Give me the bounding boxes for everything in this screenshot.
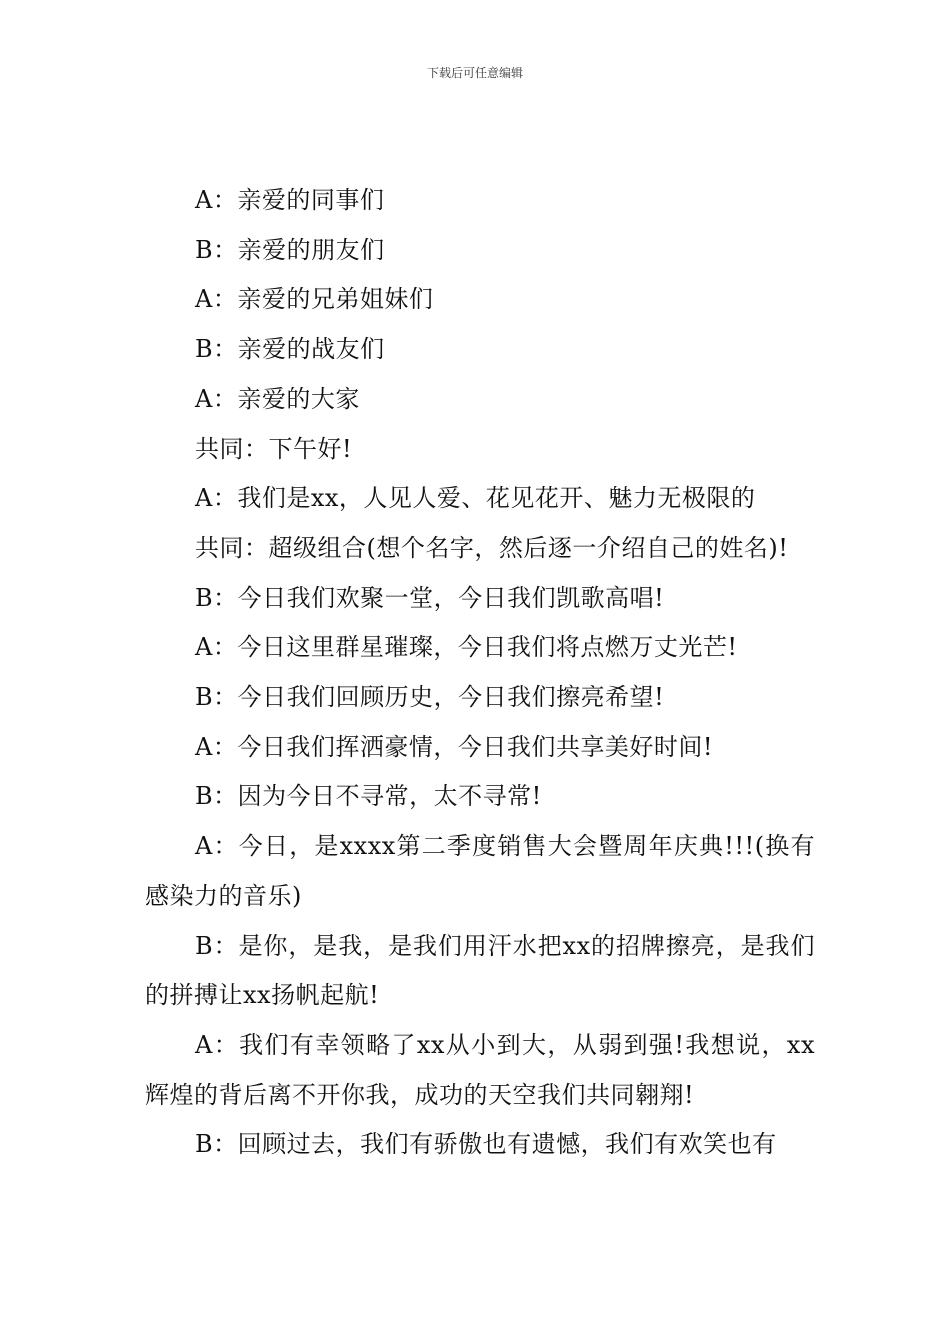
paragraph: 共同：超级组合(想个名字，然后逐一介绍自己的姓名)!	[195, 533, 789, 562]
paragraph: B：因为今日不寻常，太不寻常!	[195, 782, 542, 811]
paragraph: A：我们是xx，人见人爱、花见花开、魅力无极限的	[195, 484, 756, 513]
paragraph: 共同：下午好!	[195, 434, 353, 463]
paragraph: B：亲爱的朋友们	[195, 235, 385, 264]
paragraph: A：今日我们挥洒豪情，今日我们共享美好时间!	[195, 732, 713, 761]
document-body	[145, 176, 815, 1170]
paragraph: B：是你，是我，是我们用汗水把xx的招牌擦亮，是我们的拼搏让xx扬帆起航!	[145, 931, 815, 1010]
paragraph: A：亲爱的大家	[195, 384, 360, 413]
paragraph: A：亲爱的兄弟姐妹们	[195, 285, 434, 314]
page-header: 下载后可任意编辑	[426, 66, 523, 80]
paragraph: B：今日我们欢聚一堂，今日我们凯歌高唱!	[195, 583, 665, 612]
paragraph: A：我们有幸领略了xx从小到大，从弱到强!我想说，xx辉煌的背后离不开你我，成功的天空我们共同翱翔!	[145, 1030, 815, 1109]
paragraph: B：今日我们回顾历史，今日我们擦亮希望!	[195, 683, 665, 712]
paragraph: A：今日，是xxxx第二季度销售大会暨周年庆典!!!(换有感染力的音乐)	[145, 832, 815, 910]
paragraph: A：今日这里群星璀璨，今日我们将点燃万丈光芒!	[195, 633, 738, 662]
paragraph: B：亲爱的战友们	[195, 335, 385, 364]
paragraph: A：亲爱的同事们	[195, 186, 385, 214]
paragraph: B：回顾过去，我们有骄傲也有遗憾，我们有欢笑也有	[195, 1130, 777, 1159]
